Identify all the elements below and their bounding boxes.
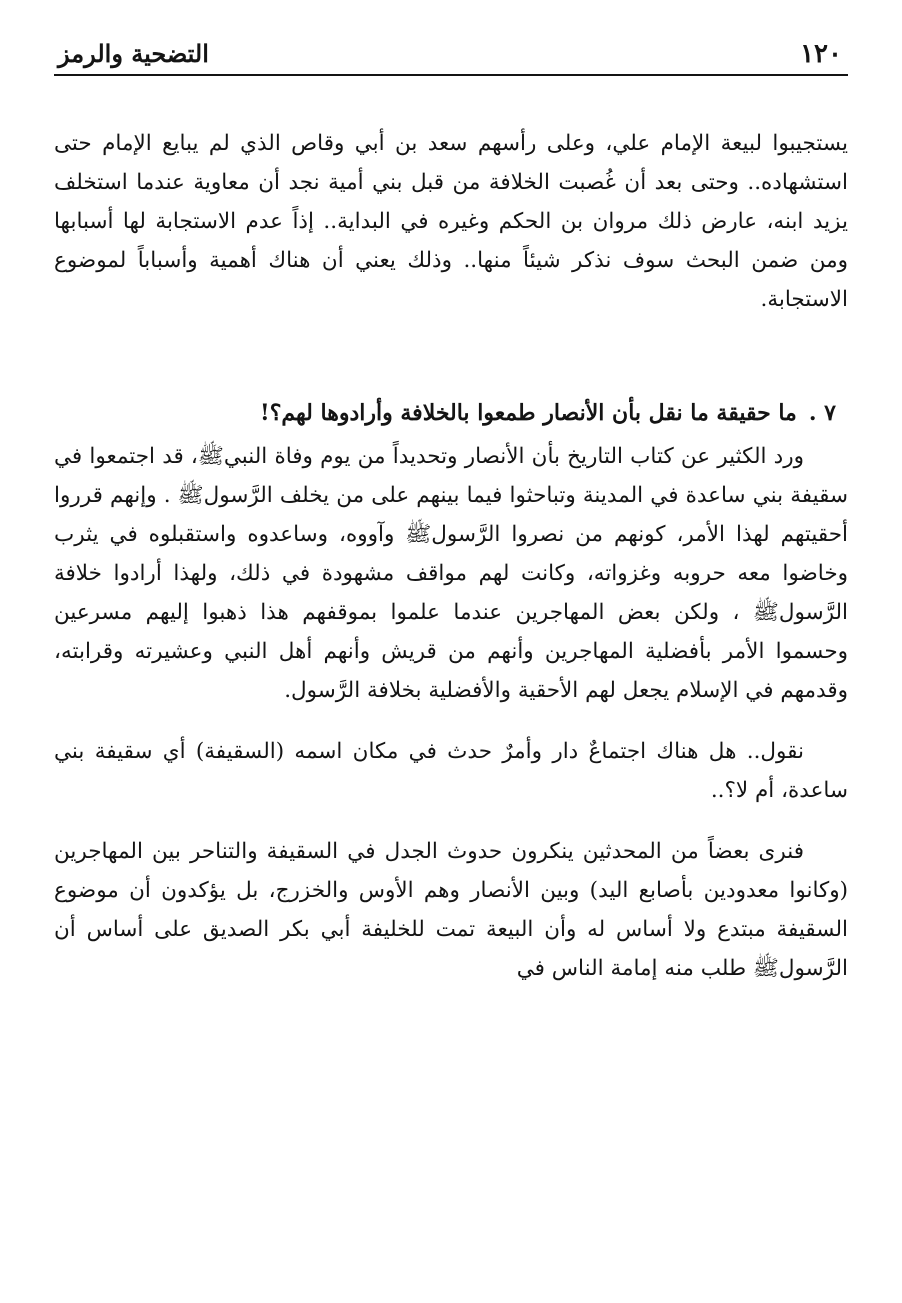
book-page	[54, 0, 848, 1303]
section-heading	[54, 393, 836, 433]
paragraph-question: نقول.. هل هناك اجتماعٌ دار وأمرٌ حدث في مكان اسمه (السقيفة) أي سقيفة بني ساعدة، أم لا؟..	[54, 739, 848, 803]
paragraph-saqifa-history: ورد الكثير عن كتاب التاريخ بأن الأنصار وتحديداً من يوم وفاة النبيﷺ، قد اجتمعوا في سقيفة بني ساعدة في المدينة وتباحثوا فيما بينهم على من يخلف الرَّسولﷺ . وإنهم قرروا أحقيتهم لهذا الأمر، كونهم من نصروا الرَّسولﷺ وآووه، وساعدوه واستقبلوه في يثرب وخاضوا معه حروبه وغزواته، وكانت لهم مواقف مشهودة في ذلك، ولهذا أرادوا خلافة الرَّسولﷺ ، ولكن بعض المهاجرين عندما علموا بموقفهم هذا ذهبوا إليهم مسرعين وحسموا الأمر بأفضلية المهاجرين وأنهم من قريش وأنهم أهل النبي وعشيرته وقرابته، وقدمهم في الإسلام يجعل لهم الأحقية والأفضلية بخلافة الرَّسول.	[54, 444, 848, 703]
paragraph-modern-view: فنرى بعضاً من المحدثين ينكرون حدوث الجدل في السقيفة والتناحر بين المهاجرين (وكانوا معدودين بأصابع اليد) وبين الأنصار وهم الأوس والخزرج، بل يؤكدون أن موضوع السقيفة مبتدع ولا أساس له وأن البيعة تمت للخليفة أبي بكر الصديق على أساس أن الرَّسولﷺ طلب منه إمامة الناس في	[54, 839, 848, 981]
page-number: ١٢٠	[800, 39, 842, 69]
running-title: التضحية والرمز	[58, 39, 209, 68]
running-header	[54, 30, 848, 76]
section-title: ما حقيقة ما نقل بأن الأنصار طمعوا بالخلافة وأرادوها لهم؟!	[260, 400, 797, 426]
body-text	[54, 124, 848, 988]
section-number: ٧ .	[808, 400, 836, 426]
intro-paragraph: يستجيبوا لبيعة الإمام علي، وعلى رأسهم سعد بن أبي وقاص الذي لم يبايع الإمام حتى استشهاده.. وحتى بعد أن غُصبت الخلافة من قبل بني أمية نجد أن معاوية عندما استخلف يزيد ابنه، عارض ذلك مروان بن الحكم وغيره في البداية.. إذاً عدم الاستجابة لها أسبابها ومن ضمن البحث سوف نذكر شيئاً منها.. وذلك يعني أن هناك أهمية وأسباباً لموضوع الاستجابة.	[54, 131, 848, 312]
